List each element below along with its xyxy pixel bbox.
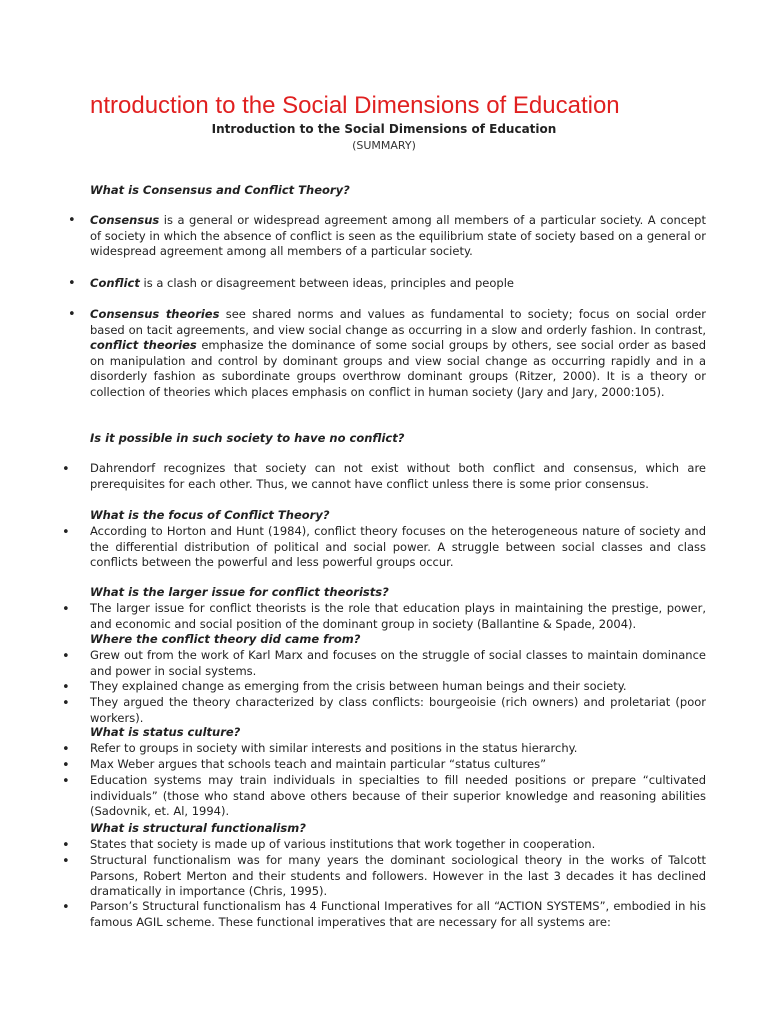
paragraph-horton-hunt: According to Horton and Hunt (1984), conflict theory focuses on the heterogeneous nature of society and the differential distribution of political and social power. A struggle between social classes and class conflicts between the powerful and less powerful groups occur. xyxy=(90,524,706,569)
paragraph-crisis: They explained change as emerging from the crisis between human beings and their society. xyxy=(90,679,627,693)
bullet-icon: • xyxy=(62,742,70,757)
bullet-icon: • xyxy=(62,602,70,617)
question-consensus-conflict: What is Consensus and Conflict Theory? xyxy=(90,183,350,197)
consensus-theories-text: see shared norms and values as fundamental to society; focus on social order based on tacit agreements, and view social change as occurring in a slow and orderly fashion. In contrast, xyxy=(90,307,706,337)
question-status-culture: What is status culture? xyxy=(90,725,241,739)
bullet-icon: • xyxy=(62,900,70,915)
paragraph-dahrendorf: Dahrendorf recognizes that society can not exist without both conflict and consensus, which are prerequisites for each other. Thus, we cannot have conflict unless there is some prior consensus. xyxy=(90,461,706,491)
paragraph-max-weber: Max Weber argues that schools teach and maintain particular “status cultures” xyxy=(90,757,547,771)
paragraph-karl-marx: Grew out from the work of Karl Marx and focuses on the struggle of social classes to maintain dominance and power in social systems. xyxy=(90,648,706,678)
paragraph-conflict xyxy=(90,276,706,292)
summary-label: (SUMMARY) xyxy=(352,139,416,152)
conflict-theories-text: emphasize the dominance of some social groups by others, see social order as based on manipulation and control by dominant groups and view social change as occurring rapidly and in a disorderly fashion as subordinate groups overthrow dominant groups (Ritzer, 2000). It is a theory or collection of theories which places emphasis on conflict in human society (Jary and Jary, 2000:105). xyxy=(90,338,706,399)
bullet-icon: • xyxy=(62,774,70,789)
bullet-icon: • xyxy=(62,525,70,540)
bullet-icon: • xyxy=(68,276,76,291)
paragraph-consensus xyxy=(90,213,706,260)
question-origin: Where the conflict theory did came from? xyxy=(90,632,361,646)
document-title: ntroduction to the Social Dimensions of Education xyxy=(90,92,620,119)
bullet-icon: • xyxy=(62,649,70,664)
paragraph-agil-scheme: Parson’s Structural functionalism has 4 Functional Imperatives for all “ACTION SYSTEMS”, embodied in his famous AGIL scheme. These functional imperatives that are necessary for all systems are: xyxy=(90,899,706,929)
question-structural-functionalism: What is structural functionalism? xyxy=(90,821,306,835)
paragraph-class-conflicts: They argued the theory characterized by class conflicts: bourgeoisie (rich owners) and proletariat (poor workers). xyxy=(90,695,706,725)
question-focus-conflict-theory: What is the focus of Conflict Theory? xyxy=(90,508,330,522)
term-consensus: Consensus xyxy=(90,213,160,227)
bullet-icon: • xyxy=(62,462,70,477)
paragraph-larger-issue: The larger issue for conflict theorists is the role that education plays in maintaining the prestige, power, and economic and social position of the dominant group in society (Ballantine & Spade, 2004). xyxy=(90,601,706,631)
consensus-definition: is a general or widespread agreement among all members of a particular society. A concept of society in which the absence of conflict is seen as the equilibrium state of society based on a general or widespread agreement among all members of a particular society. xyxy=(90,213,706,258)
term-conflict-theories: conflict theories xyxy=(90,338,197,352)
term-conflict: Conflict xyxy=(90,276,140,290)
paragraph-status-groups: Refer to groups in society with similar interests and positions in the status hierarchy. xyxy=(90,741,578,755)
paragraph-institutions: States that society is made up of various institutions that work together in cooperation. xyxy=(90,837,596,851)
question-larger-issue: What is the larger issue for conflict theorists? xyxy=(90,585,389,599)
bullet-icon: • xyxy=(62,696,70,711)
term-consensus-theories: Consensus theories xyxy=(90,307,220,321)
paragraph-parsons: Structural functionalism was for many years the dominant sociological theory in the works of Talcott Parsons, Robert Merton and their students and followers. However in the last 3 decades it has declined dramatically in importance (Chris, 1995). xyxy=(90,853,706,898)
bullet-icon: • xyxy=(62,758,70,773)
conflict-definition: is a clash or disagreement between ideas, principles and people xyxy=(139,276,514,290)
bullet-icon: • xyxy=(62,838,70,853)
paragraph-theories xyxy=(90,307,706,400)
bullet-icon: • xyxy=(68,213,76,228)
bullet-icon: • xyxy=(62,854,70,869)
bullet-icon: • xyxy=(62,680,70,695)
bullet-icon: • xyxy=(68,307,76,322)
document-subtitle: Introduction to the Social Dimensions of Education xyxy=(211,122,557,136)
paragraph-education-systems: Education systems may train individuals in specialties to fill needed positions or prepare “cultivated individuals” (those who stand above others because of their superior knowledge and reasoning abilities (Sadovnik, et. Al, 1994). xyxy=(90,773,706,818)
question-no-conflict: Is it possible in such society to have no conflict? xyxy=(90,431,405,445)
